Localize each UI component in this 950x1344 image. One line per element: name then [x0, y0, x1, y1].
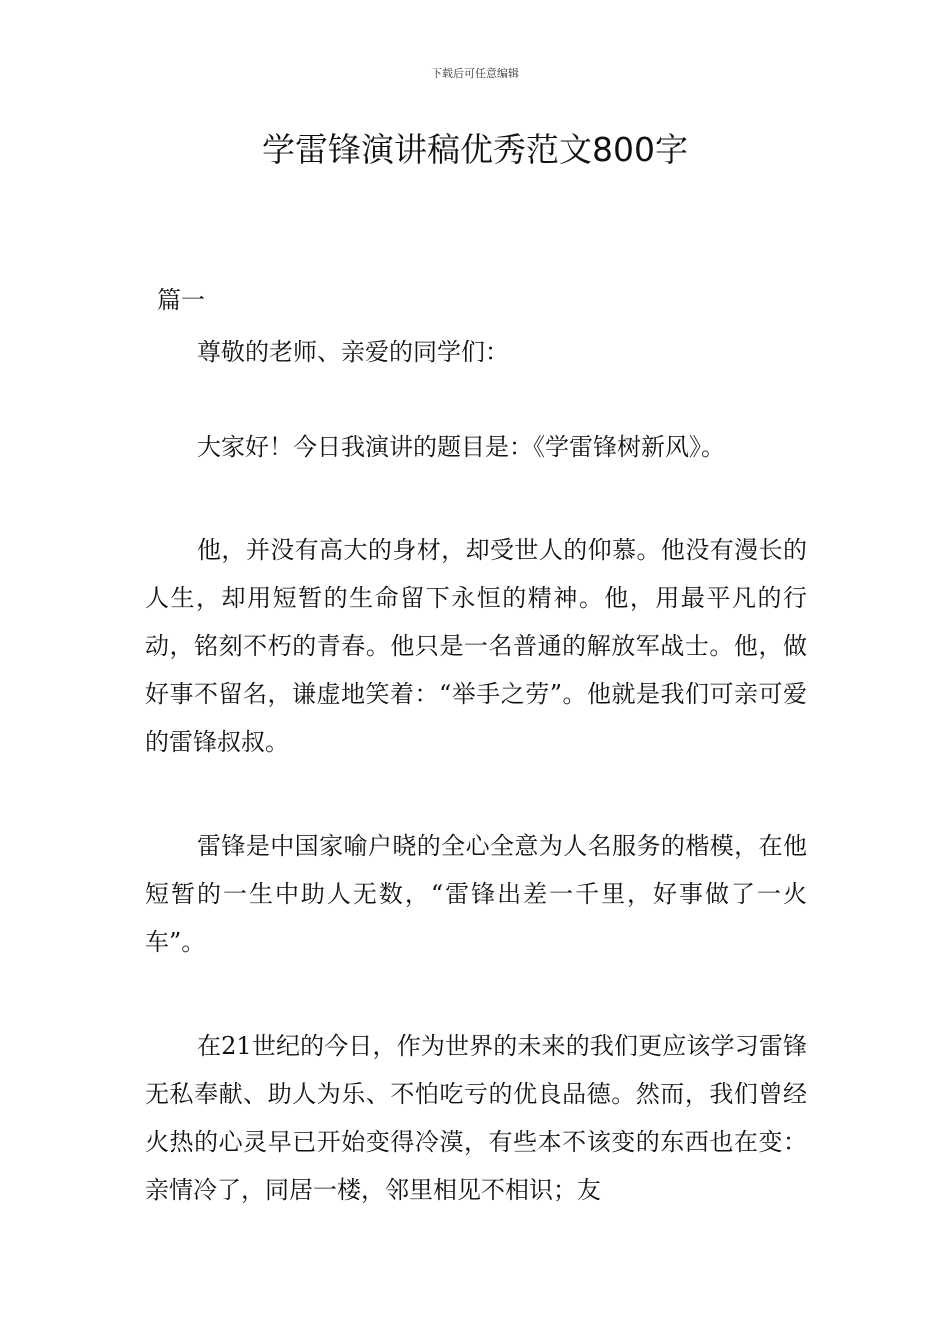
section-label: 篇一	[157, 286, 205, 314]
body-paragraph: 他，并没有高大的身材，却受世人的仰慕。他没有漫长的人生，却用短暂的生命留下永恒的精神。他，用最平凡的行动，铭刻不朽的青春。他只是一名普通的解放军战士。他，做好事不留名，谦虚地笑着：“举手之劳”。他就是我们可亲可爱的雷锋叔叔。	[145, 536, 807, 756]
greeting-paragraph: 尊敬的老师、亲爱的同学们：	[197, 338, 509, 366]
intro-paragraph: 大家好！今日我演讲的题目是：《学雷锋树新风》。	[197, 433, 725, 461]
body-paragraph: 在21世纪的今日，作为世界的未来的我们更应该学习雷锋无私奉献、助人为乐、不怕吃亏的优良品德。然而，我们曾经火热的心灵早已开始变得冷漠，有些本不该变的东西也在变：亲情冷了，同居一楼，邻里相见不相识；友	[145, 1032, 807, 1204]
document-title: 学雷锋演讲稿优秀范文800字	[262, 130, 688, 169]
header-note: 下载后可任意编辑	[431, 67, 519, 80]
body-paragraph: 雷锋是中国家喻户晓的全心全意为人名服务的楷模，在他短暂的一生中助人无数，“雷锋出差一千里，好事做了一火车”。	[145, 832, 807, 956]
